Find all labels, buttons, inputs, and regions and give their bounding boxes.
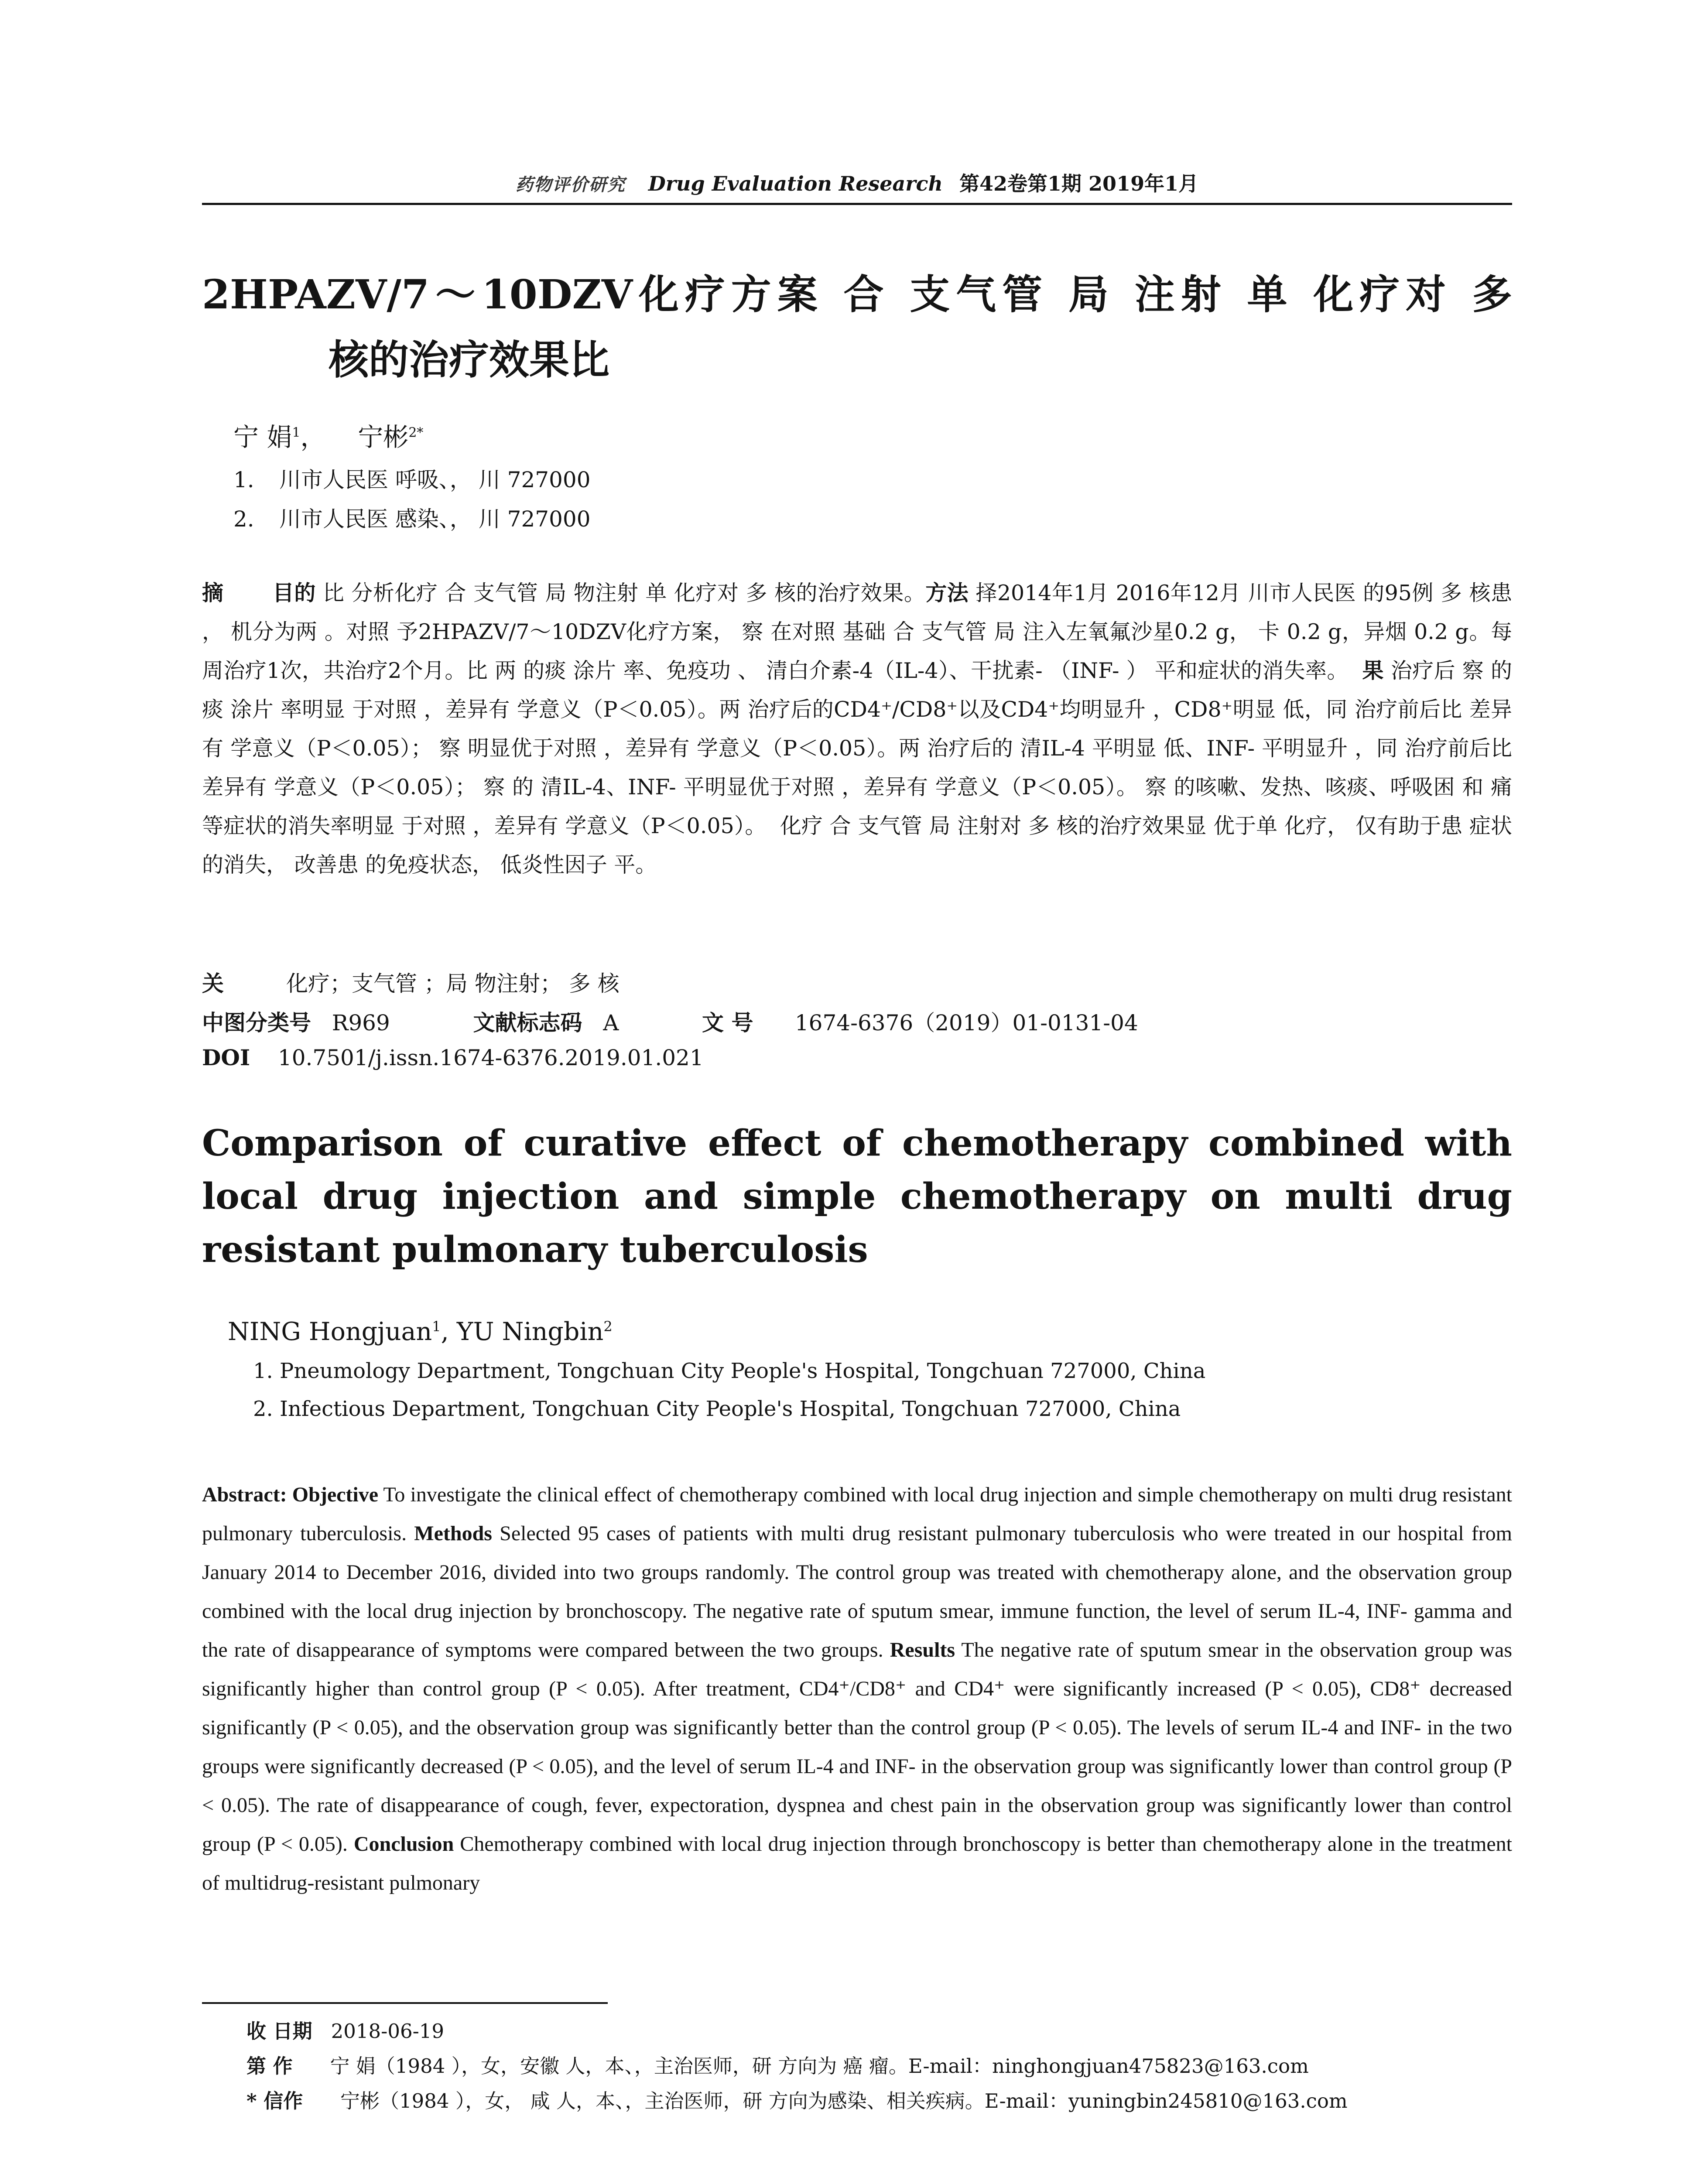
author-cn-2-sup: 2* <box>408 425 424 441</box>
abstract-en-label: Abstract: <box>202 1483 287 1506</box>
conclusion-en-label: Conclusion <box>353 1832 454 1856</box>
doi-value: 10.7501/j.issn.1674-6376.2019.01.021 <box>277 1045 704 1070</box>
keywords-cn-text: 化疗；支气管 ；局 物注射； 多 核 <box>286 971 620 996</box>
author-cn-1-sup: 1 <box>292 425 301 441</box>
affiliation-cn-2-text: 川市人民医 感染、， 川 727000 <box>279 506 591 532</box>
footnote-corresponding-label: * 信作 <box>246 2089 303 2113</box>
title-cn <box>202 262 1512 393</box>
clc-code: R969 <box>332 1010 390 1036</box>
title-cn-line1: 2HPAZV/7～10DZV化疗方案 合 支气管 局 注射 单 化疗对 多 <box>202 271 1512 318</box>
affiliation-cn-1 <box>233 462 591 494</box>
author-en-1-sup: 1 <box>432 1318 441 1335</box>
title-en: Comparison of curative effect of chemotherapy combined with local drug injection and simple chemotherapy on multi drug resistant pulmonary tuberculosis <box>202 1122 1512 1271</box>
methods-cn-text: 择2014年1月 2016年12月 川市人民医 的95例 多 核患 ， 机分为两 。对照 予2HPAZV/7～10DZV化疗方案， 察 在对照 基础 合 支气管 局 注入左氧氟沙星0.2 g， 卡 0.2 g，异烟 0.2 g。每周治疗1次，共治疗2个月。比 两 的痰 涂片 率、免疫功 、 清白介素-4（IL-4）、干扰素- （INF- ） 平和症状的消失率。 <box>202 581 1512 683</box>
author-en-2-sup: 2 <box>603 1318 613 1335</box>
footnote-first-author-label: 第 作 <box>246 2055 293 2078</box>
methods-en-text: Selected 95 cases of patients with multi drug resistant pulmonary tuberculosis who were treated in our hospital from January 2014 to December 2016, divided into two groups randomly. The control group was treated with chemotherapy alone, and the observation group combined with the local drug injection by bronchoscopy. The negative rate of sputum smear, immune function, the level of serum IL-4, INF- gamma and the rate of disappearance of symptoms were compared between the two groups. <box>202 1522 1513 1661</box>
footnote-received-text: 2018-06-19 <box>331 2020 445 2043</box>
keywords-cn <box>202 966 620 998</box>
footnote-first-author-text: 宁 娟（1984 ），女，安徽 人，本、，主治医师，研 方向为 癌 瘤。E-mail：ninghongjuan475823@163.com <box>330 2055 1309 2078</box>
affiliation-en-2: 2. Infectious Department, Tongchuan City People's Hospital, Tongchuan 727000, China <box>253 1397 1181 1421</box>
abstract-cn <box>202 574 1512 884</box>
author-sep-en: , <box>441 1317 457 1346</box>
footnote-rule <box>202 2002 608 2004</box>
affiliation-cn-2 <box>233 502 591 533</box>
article-no: 1674-6376（2019）01-0131-04 <box>794 1010 1138 1036</box>
footnote-received <box>246 2015 444 2044</box>
author-en-1: NING Hongjuan <box>228 1317 432 1346</box>
classification-line <box>202 1005 1138 1037</box>
author-cn-2: 宁彬 <box>358 422 409 452</box>
results-en-label: Results <box>890 1638 955 1661</box>
abstract-en <box>202 1475 1512 1902</box>
affiliation-cn-1-text: 川市人民医 呼吸、， 川 727000 <box>279 467 591 492</box>
doc-code: A <box>603 1010 619 1036</box>
running-header <box>202 168 1512 203</box>
affiliation-en-1: 1. Pneumology Department, Tongchuan City People's Hospital, Tongchuan 727000, China <box>253 1359 1206 1383</box>
objective-cn-label: 目的 <box>272 580 316 605</box>
footnote-corresponding-text: 宁彬（1984 ），女， 咸 人，本、，主治医师，研 方向为感染、相关疾病。E-mail：yuningbin245810@163.com <box>340 2089 1348 2113</box>
objective-en-text: To investigate the clinical effect of chemotherapy combined with local drug injection and simple chemotherapy on multi drug resistant pulmonary tuberculosis. <box>202 1483 1513 1545</box>
journal-name: Drug Evaluation Research <box>648 172 943 195</box>
abstract-cn-label: 摘 <box>202 580 224 605</box>
authors-en <box>228 1317 613 1346</box>
methods-en-label: Methods <box>414 1522 492 1545</box>
keywords-cn-label: 关 <box>202 971 224 996</box>
objective-en-label: Objective <box>292 1483 379 1506</box>
doi-label: DOI <box>202 1045 250 1070</box>
article-no-label: 文 号 <box>702 1010 753 1036</box>
affiliation-cn-1-num: 1. <box>233 467 254 492</box>
footnote-corresponding <box>246 2085 1348 2113</box>
conclusion-cn-text: 化疗 合 支气管 局 注射对 多 核的治疗效果显 优于单 化疗， 仅有助于患 症状的消失， 改善患 的免疫状态， 低炎性因子 平。 <box>202 814 1512 877</box>
author-sep-cn: ， <box>300 422 326 452</box>
footnote-first-author <box>246 2050 1309 2078</box>
results-cn-label: 果 <box>1362 658 1384 683</box>
journal-logo: 药物评价研究 <box>515 174 626 195</box>
doc-code-label: 文献标志码 <box>473 1010 582 1036</box>
results-cn-text: 治疗后 察 的痰 涂片 率明显 于对照 ，差异有 学意义（P＜0.05）。两 治疗后的CD4⁺/CD8⁺以及CD4⁺均明显升 ，CD8⁺明显 低，同 治疗前后比 差异有 学意义（P＜0.05）； 察 明显优于对照 ，差异有 学意义（P＜0.05）。两 治疗后的 清IL-4 平明显 低、INF- 平明显升 ，同 治疗前后比 差异有 学意义（P＜0.05）； 察 的 清IL-4、INF- 平明显优于对照 ，差异有 学意义（P＜0.05）。 察 的咳嗽、发热、咳痰、呼吸困 和 痛等症状的消失率明显 于对照 ，差异有 学意义（P＜0.05）。 <box>202 658 1512 838</box>
doi-line <box>202 1045 704 1070</box>
header-rule <box>202 203 1512 205</box>
issue-info: 第42卷第1期 2019年1月 <box>959 172 1199 195</box>
author-cn-1: 宁 娟 <box>233 422 292 452</box>
conclusion-en-text: Chemotherapy combined with local drug injection through bronchoscopy is better than chemotherapy alone in the treatment of multidrug-resistant pulmonary <box>202 1832 1512 1894</box>
title-cn-line2: 核的治疗效果比 <box>329 336 610 383</box>
clc-label: 中图分类号 <box>202 1010 311 1036</box>
methods-cn-label: 方法 <box>925 580 969 605</box>
authors-cn <box>233 417 423 453</box>
author-en-2: YU Ningbin <box>456 1317 604 1346</box>
footnote-received-label: 收 日期 <box>246 2020 312 2043</box>
objective-cn-text: 比 分析化疗 合 支气管 局 物注射 单 化疗对 多 核的治疗效果。 <box>322 581 926 605</box>
results-en-text: The negative rate of sputum smear in the observation group was significantly higher than control group (P < 0.05). After treatment, CD4⁺/CD8⁺ and CD4⁺ were significantly increased (P < 0.05), CD8⁺ decreased significantly (P < 0.05), and the observation group was significantly better than the control group (P < 0.05). The levels of serum IL-4 and INF- in the two groups were significantly decreased (P < 0.05), and the level of serum IL-4 and INF- in the observation group was significantly lower than control group (P < 0.05). The rate of disappearance of cough, fever, expectoration, dyspnea and chest pain in the observation group was significantly lower than control group (P < 0.05). <box>202 1638 1513 1856</box>
affiliation-cn-2-num: 2. <box>233 506 254 532</box>
